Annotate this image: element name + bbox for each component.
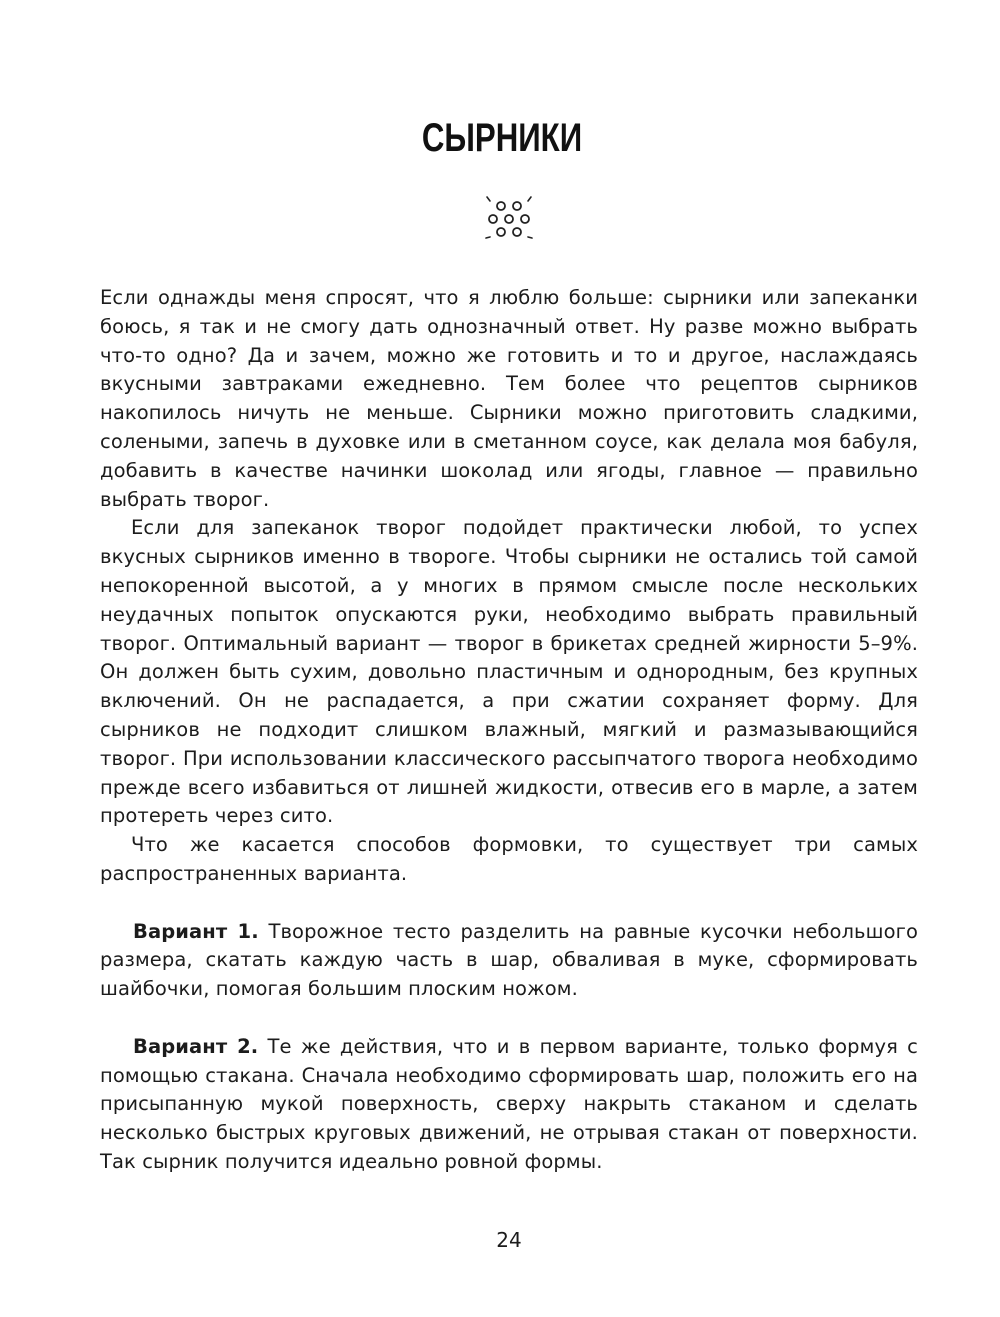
variant-text: Творожное тесто разделить на равные кусочки небольшого размера, скатать каждую часть в шар, обваливая в муке, сформировать шайбочки, помогая большим плоским ножом. (100, 919, 918, 1001)
page-title: СЫРНИКИ (421, 116, 583, 160)
dots-ornament-icon (481, 192, 537, 244)
variant-text: Те же действия, что и в первом варианте, только формуя с помощью стакана. Сначала необходимо сформировать шар, положить его на присыпанную мукой поверхность, сверху накрыть стаканом и сделать несколько быстрых круговых движений, не отрывая стакан от поверхности. Так сырник получится идеально ровной формы. (100, 1034, 918, 1173)
variant-paragraph (100, 918, 918, 1004)
variant-paragraph (100, 1033, 918, 1177)
variant-label: Вариант 2. (133, 1034, 259, 1058)
paragraph: Что же касается способов формовки, то существует три самых распространенных варианта. (100, 833, 918, 885)
page-number: 24 (496, 1228, 522, 1252)
article-body (100, 284, 918, 1177)
paragraph: Если однажды меня спросят, что я люблю больше: сырники или запеканки боюсь, я так и не смогу дать однозначный ответ. Ну разве можно выбрать что-то одно? Да и зачем, можно же готовить и то и другое, наслаждаясь вкусными завтраками ежедневно. Тем более что рецептов сырников накопилось ничуть не меньше. Сырники можно приготовить сладкими, солеными, запечь в духовке или в сметанном соусе, как делала моя бабуля, добавить в качестве начинки шоколад или ягоды, главное — правильно выбрать творог. (100, 286, 918, 511)
variant-label: Вариант 1. (133, 919, 259, 943)
paragraph: Если для запеканок творог подойдет практически любой, то успех вкусных сырников именно в твороге. Чтобы сырники не остались той самой непокоренной высотой, а у многих в прямом смысле после нескольких неудачных попыток опускаются руки, необходимо выбрать правильный творог. Оптимальный вариант — творог в брикетах средней жирности 5–9%. Он должен быть сухим, довольно пластичным и однородным, без крупных включений. Он не распадается, а при сжатии сохраняет форму. Для сырников не подходит слишком влажный, мягкий и размазывающийся творог. При использовании классического рассыпчатого творога необходимо прежде всего избавиться от лишней жидкости, отвесив его в марле, а затем протереть через сито. (100, 516, 918, 828)
